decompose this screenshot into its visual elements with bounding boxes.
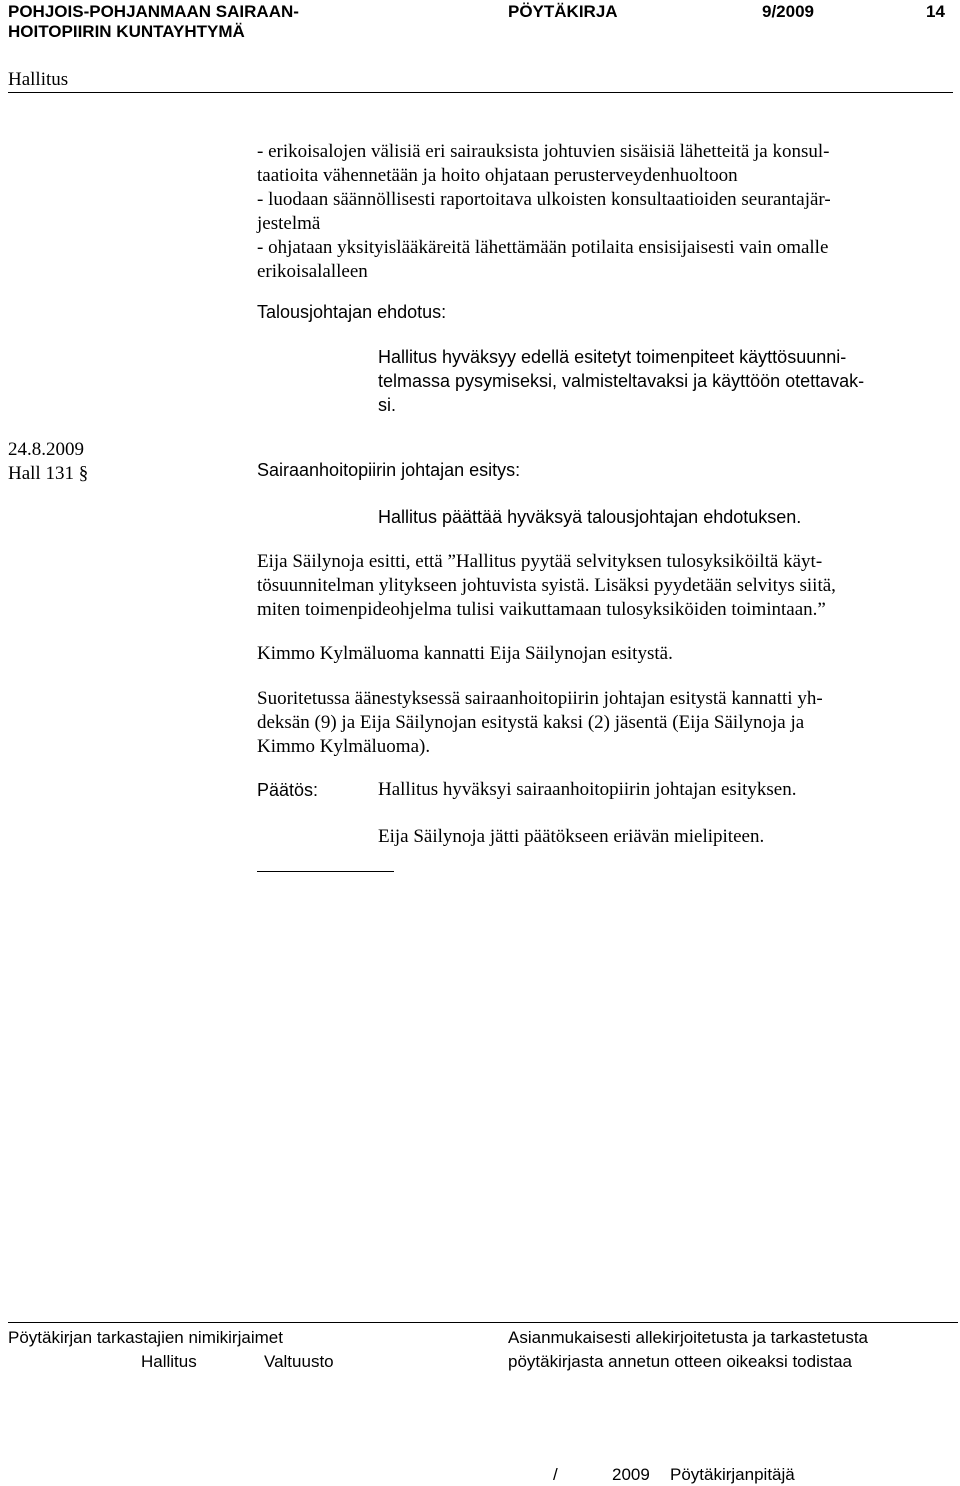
director-proposal-text: Hallitus päättää hyväksyä talousjohtajan ehdotuksen. [378, 507, 802, 527]
intro-line: erikoisalalleen [257, 261, 368, 282]
org-name-line2: HOITOPIIRIN KUNTAYHTYMÄ [8, 22, 245, 41]
paragraph-line: miten toimenpideohjelma tulisi vaikuttamaan tulosyksiköiden toimintaan.” [257, 599, 826, 620]
section-number: Hall 131 § [8, 463, 89, 484]
decision-label: Päätös: [257, 780, 319, 800]
cfo-proposal-line: Hallitus hyväksyy edellä esitetyt toimenpiteet käyttösuunni- [378, 347, 847, 367]
footer-certify-line2: pöytäkirjasta annetun otteen oikeaksi todistaa [508, 1352, 853, 1371]
doc-type: PÖYTÄKIRJA [508, 2, 618, 21]
footer-certify-line1: Asianmukaisesti allekirjoitetusta ja tarkastetusta [508, 1328, 868, 1347]
paragraph-line: Eija Säilynoja esitti, että ”Hallitus pyytää selvityksen tulosyksiköiltä käyt- [257, 551, 823, 572]
doc-number: 9/2009 [762, 2, 814, 21]
paragraph-line: tösuunnitelman ylitykseen johtuvista syistä. Lisäksi pyydetään selvitys siitä, [257, 575, 836, 596]
margin-date: 24.8.2009 [8, 439, 84, 460]
paragraph-line: Kimmo Kylmäluoma kannatti Eija Säilynojan esitystä. [257, 643, 673, 664]
cfo-proposal-text [378, 345, 864, 417]
footer-col-council: Valtuusto [264, 1352, 334, 1371]
paragraph-amendment [257, 550, 836, 622]
decision-dissent: Eija Säilynoja jätti päätökseen eriävän mielipiteen. [378, 826, 765, 847]
paragraph-seconding [257, 642, 673, 666]
page-number: 14 [926, 2, 945, 21]
footer-keeper: Pöytäkirjanpitäjä [670, 1465, 795, 1484]
intro-line: - erikoisalojen välisiä eri sairauksista johtuvien sisäisiä lähetteitä ja konsul- [257, 141, 830, 162]
paragraph-vote [257, 687, 823, 759]
body-name: Hallitus [8, 69, 69, 90]
org-name [8, 2, 299, 42]
org-name-line1: POHJOIS-POHJANMAAN SAIRAAN- [8, 2, 299, 21]
cfo-proposal-label: Talousjohtajan ehdotus: [257, 302, 447, 322]
director-proposal-label: Sairaanhoitopiirin johtajan esitys: [257, 460, 521, 480]
intro-line: - luodaan säännöllisesti raportoitava ulkoisten konsultaatioiden seurantajär- [257, 189, 831, 210]
paragraph-line: Kimmo Kylmäluoma). [257, 736, 431, 757]
cfo-proposal-line: telmassa pysymiseksi, valmisteltavaksi ja käyttöön otettavak- [378, 371, 865, 391]
header-rule [8, 92, 953, 93]
footer-slash: / [553, 1465, 558, 1484]
footer-rule [8, 1322, 958, 1323]
end-rule [257, 871, 394, 872]
decision-text: Hallitus hyväksyi sairaanhoitopiirin johtajan esityksen. [378, 779, 797, 800]
footer-year: 2009 [612, 1465, 650, 1484]
paragraph-line: deksän (9) ja Eija Säilynojan esitystä kaksi (2) jäsentä (Eija Säilynoja ja [257, 712, 805, 733]
intro-line: - ohjataan yksityislääkäreitä lähettämään potilaita ensisijaisesti vain omalle [257, 237, 829, 258]
paragraph-line: Suoritetussa äänestyksessä sairaanhoitopiirin johtajan esitystä kannatti yh- [257, 688, 823, 709]
intro-line: taatioita vähennetään ja hoito ohjataan perusterveydenhuoltoon [257, 165, 738, 186]
intro-line: jestelmä [257, 213, 321, 234]
footer-col-board: Hallitus [141, 1352, 197, 1371]
cfo-proposal-line: si. [378, 395, 396, 415]
footer-initials-title: Pöytäkirjan tarkastajien nimikirjaimet [8, 1328, 283, 1347]
intro-text [257, 140, 831, 284]
